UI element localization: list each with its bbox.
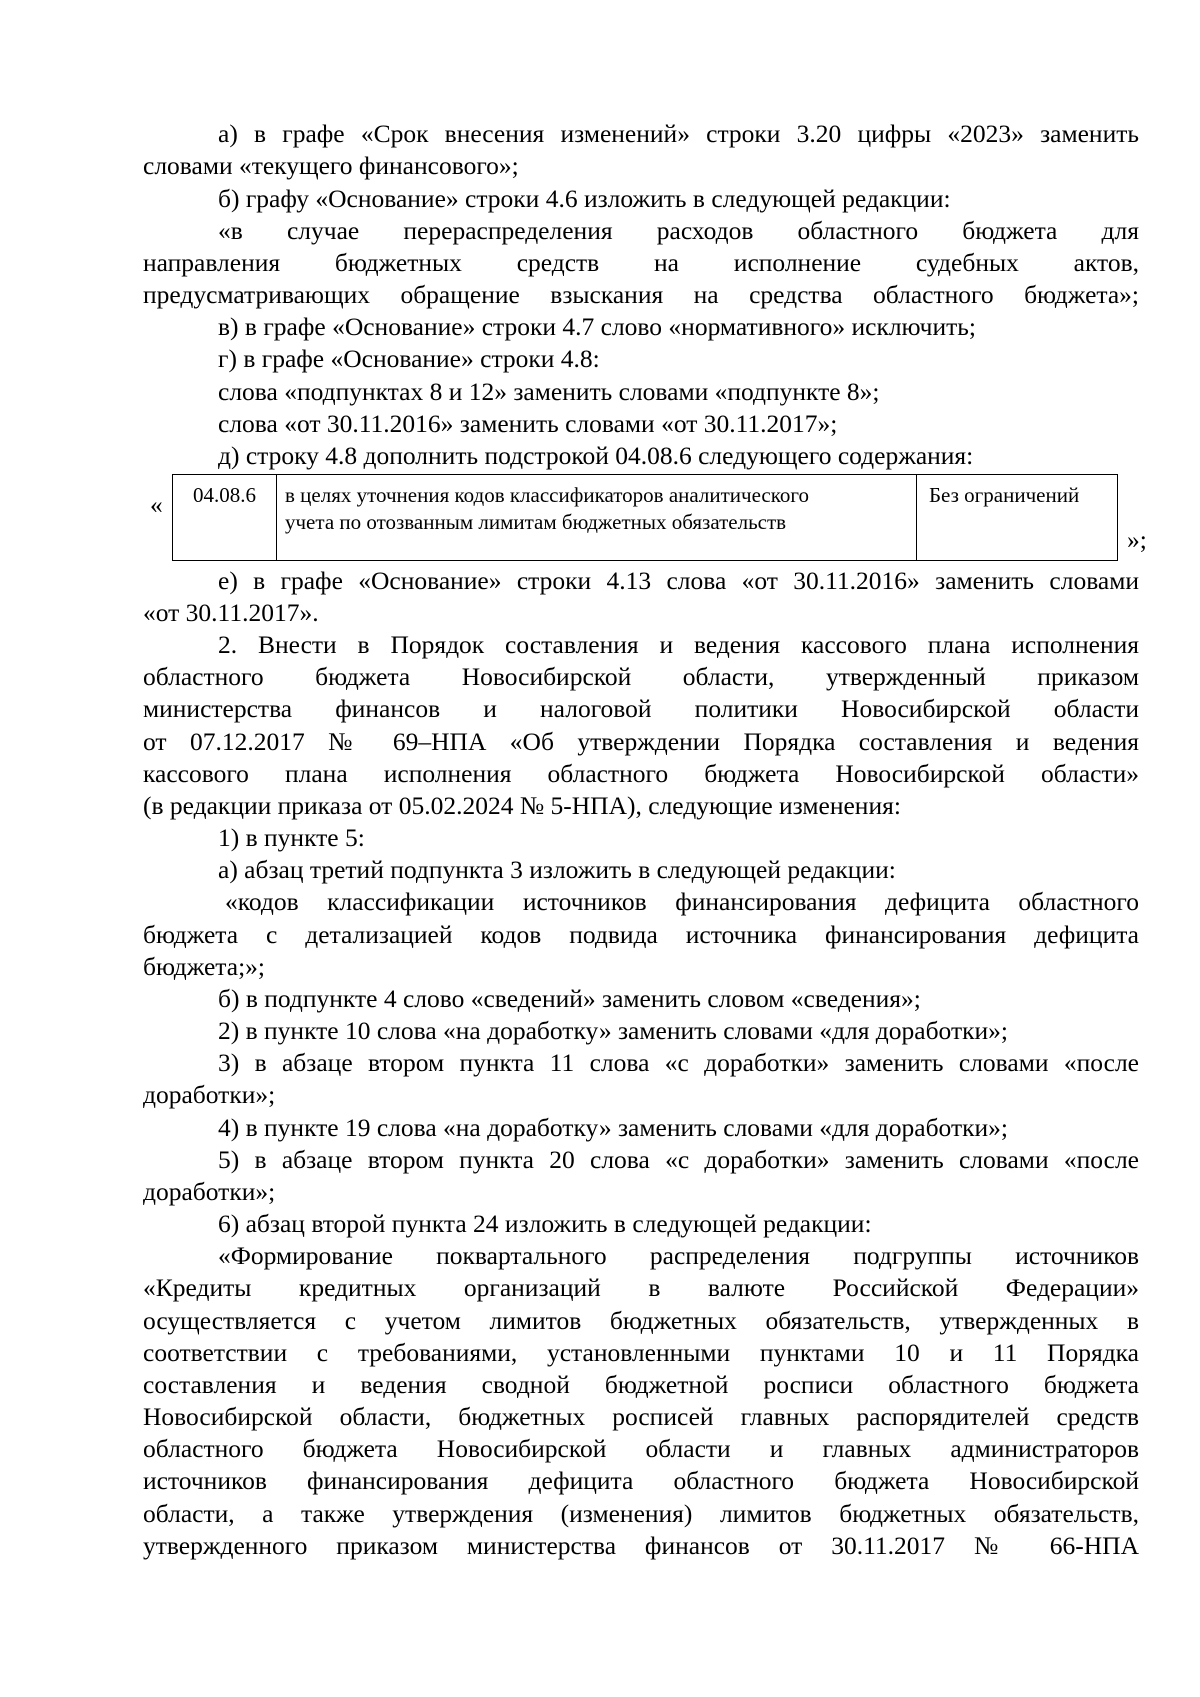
amendment-table bbox=[172, 474, 1118, 561]
paragraph-line: «в случае перераспределения расходов областного бюджета для bbox=[218, 216, 1139, 245]
paragraph-line: (в редакции приказа от 05.02.2024 № 5-НПА), следующие изменения: bbox=[143, 791, 901, 820]
paragraph-line: «кодов классификации источников финансирования дефицита областного bbox=[225, 887, 1139, 916]
paragraph-line: осуществляется с учетом лимитов бюджетных обязательств, утвержденных в bbox=[143, 1306, 1139, 1335]
paragraph-line: бюджета с детализацией кодов подвида источника финансирования дефицита bbox=[143, 920, 1139, 949]
paragraph-line: е) в графе «Основание» строки 4.13 слова «от 30.11.2016» заменить словами bbox=[218, 566, 1139, 595]
paragraph-line: доработки»; bbox=[143, 1177, 276, 1206]
paragraph-line: предусматривающих обращение взыскания на средства областного бюджета»; bbox=[143, 280, 1139, 309]
paragraph-line: источников финансирования дефицита областного бюджета Новосибирской bbox=[143, 1466, 1139, 1495]
paragraph-line: Новосибирской области, бюджетных росписей главных распорядителей средств bbox=[143, 1402, 1139, 1431]
paragraph-line: областного бюджета Новосибирской области, утвержденный приказом bbox=[143, 662, 1139, 691]
paragraph-line: составления и ведения сводной бюджетной росписи областного бюджета bbox=[143, 1370, 1139, 1399]
table-cell-basis-line: в целях уточнения кодов классификаторов аналитического bbox=[285, 483, 809, 507]
table-cell-basis-line: учета по отозванным лимитам бюджетных обязательств bbox=[285, 510, 787, 534]
paragraph-line: 2) в пункте 10 слова «на доработку» заменить словами «для доработки»; bbox=[218, 1016, 1008, 1045]
paragraph-line: направления бюджетных средств на исполнение судебных актов, bbox=[143, 248, 1139, 277]
paragraph-line: «Кредиты кредитных организаций в валюте Российской Федерации» bbox=[143, 1273, 1139, 1302]
paragraph-line: а) абзац третий подпункта 3 изложить в следующей редакции: bbox=[218, 855, 896, 884]
paragraph-line: слова «от 30.11.2016» заменить словами «от 30.11.2017»; bbox=[218, 409, 838, 438]
paragraph-line: соответствии с требованиями, установленными пунктами 10 и 11 Порядка bbox=[143, 1338, 1139, 1367]
paragraph-line: «от 30.11.2017». bbox=[143, 598, 319, 627]
paragraph-line: доработки»; bbox=[143, 1080, 276, 1109]
open-quote: « bbox=[150, 490, 163, 519]
paragraph-line: «Формирование поквартального распределения подгруппы источников bbox=[218, 1241, 1139, 1270]
paragraph-line: б) графу «Основание» строки 4.6 изложить в следующей редакции: bbox=[218, 184, 951, 213]
paragraph-line: 6) абзац второй пункта 24 изложить в следующей редакции: bbox=[218, 1209, 872, 1238]
paragraph-line: областного бюджета Новосибирской области и главных администраторов bbox=[143, 1434, 1139, 1463]
paragraph-line: слова «подпунктах 8 и 12» заменить словами «подпункте 8»; bbox=[218, 377, 880, 406]
paragraph-line: г) в графе «Основание» строки 4.8: bbox=[218, 344, 600, 373]
table-cell-code: 04.08.6 bbox=[173, 475, 277, 560]
paragraph-line: д) строку 4.8 дополнить подстрокой 04.08.6 следующего содержания: bbox=[218, 441, 974, 470]
paragraph-line: словами «текущего финансового»; bbox=[143, 151, 519, 180]
table-cell-basis bbox=[277, 475, 917, 560]
paragraph-line: утвержденного приказом министерства финансов от 30.11.2017 № 66-НПА bbox=[143, 1531, 1139, 1560]
paragraph-line: 5) в абзаце втором пункта 20 слова «с доработки» заменить словами «после bbox=[218, 1145, 1139, 1174]
paragraph-line: 4) в пункте 19 слова «на доработку» заменить словами «для доработки»; bbox=[218, 1113, 1008, 1142]
close-quote: »; bbox=[1127, 525, 1147, 554]
paragraph-line: б) в подпункте 4 слово «сведений» заменить словом «сведения»; bbox=[218, 984, 921, 1013]
table-cell-term: Без ограничений bbox=[929, 483, 1080, 507]
paragraph-line: в) в графе «Основание» строки 4.7 слово «нормативного» исключить; bbox=[218, 312, 976, 341]
paragraph-line: 3) в абзаце втором пункта 11 слова «с доработки» заменить словами «после bbox=[218, 1048, 1139, 1077]
paragraph-line: 2. Внести в Порядок составления и ведения кассового плана исполнения bbox=[218, 630, 1139, 659]
paragraph-line: бюджета;»; bbox=[143, 952, 265, 981]
paragraph-line: министерства финансов и налоговой политики Новосибирской области bbox=[143, 694, 1139, 723]
paragraph-line: кассового плана исполнения областного бюджета Новосибирской области» bbox=[143, 759, 1139, 788]
paragraph-line: 1) в пункте 5: bbox=[218, 823, 365, 852]
paragraph-line: а) в графе «Срок внесения изменений» строки 3.20 цифры «2023» заменить bbox=[218, 119, 1139, 148]
paragraph-line: области, а также утверждения (изменения) лимитов бюджетных обязательств, bbox=[143, 1499, 1139, 1528]
paragraph-line: от 07.12.2017 № 69–НПА «Об утверждении Порядка составления и ведения bbox=[143, 727, 1139, 756]
